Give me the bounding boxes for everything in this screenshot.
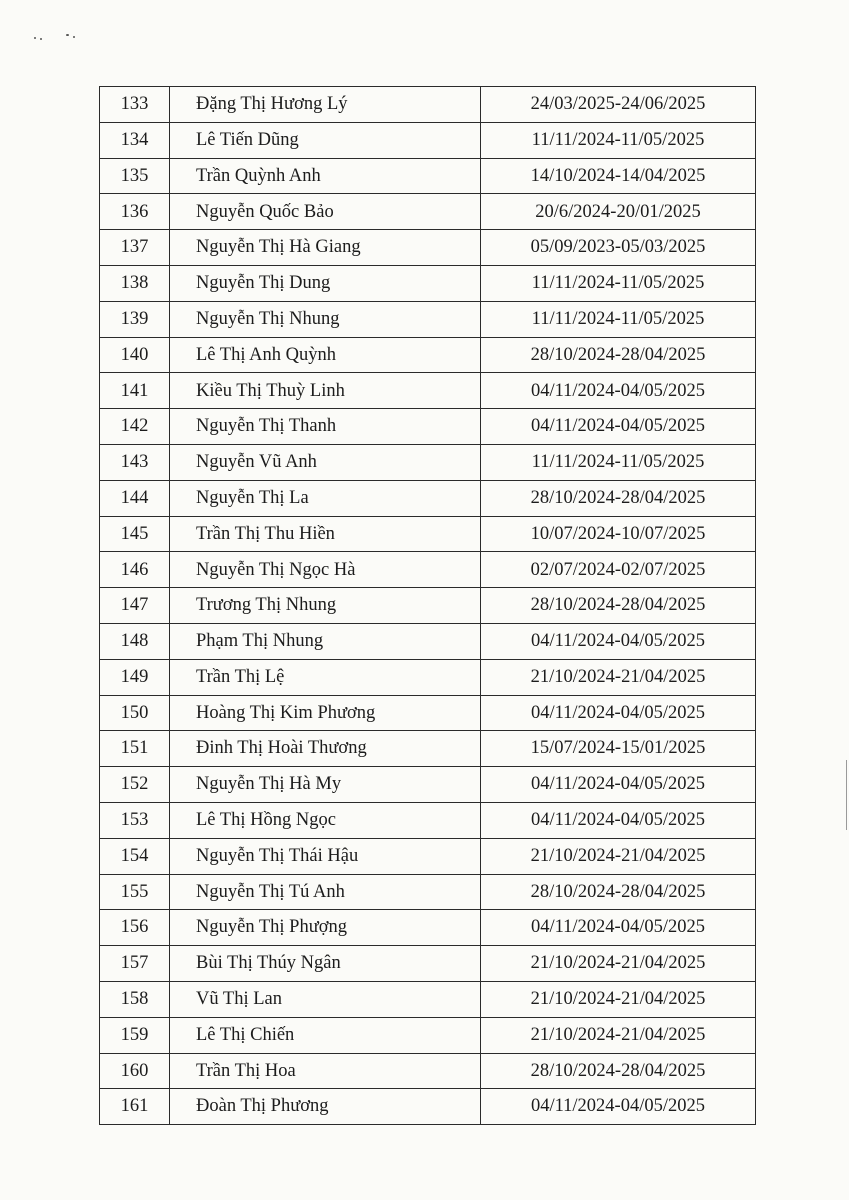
row-number: 156 [100,910,170,946]
table-row [100,516,756,552]
person-name: Lê Thị Chiến [170,1017,481,1053]
date-period: 04/11/2024-04/05/2025 [481,409,756,445]
date-period: 04/11/2024-04/05/2025 [481,1089,756,1125]
person-name: Hoàng Thị Kim Phương [170,695,481,731]
row-number: 135 [100,158,170,194]
row-number: 143 [100,444,170,480]
row-number: 147 [100,588,170,624]
person-name: Vũ Thị Lan [170,981,481,1017]
table-row [100,480,756,516]
row-number: 134 [100,122,170,158]
person-name: Đặng Thị Hương Lý [170,87,481,123]
date-period: 05/09/2023-05/03/2025 [481,230,756,266]
table-body [100,87,756,1125]
date-period: 28/10/2024-28/04/2025 [481,588,756,624]
table-row [100,623,756,659]
table-row [100,337,756,373]
person-name: Nguyễn Thị Phượng [170,910,481,946]
person-name: Nguyễn Thị Hà Giang [170,230,481,266]
scan-line [846,760,847,830]
table-row [100,946,756,982]
table-row [100,230,756,266]
table-row [100,409,756,445]
person-name: Phạm Thị Nhung [170,623,481,659]
person-name: Nguyễn Thị Dung [170,265,481,301]
table-row [100,802,756,838]
row-number: 146 [100,552,170,588]
table-row [100,122,756,158]
row-number: 159 [100,1017,170,1053]
row-number: 137 [100,230,170,266]
person-name: Đoàn Thị Phương [170,1089,481,1125]
table-row [100,767,756,803]
row-number: 153 [100,802,170,838]
row-number: 144 [100,480,170,516]
date-period: 24/03/2025-24/06/2025 [481,87,756,123]
date-period: 21/10/2024-21/04/2025 [481,838,756,874]
row-number: 158 [100,981,170,1017]
row-number: 154 [100,838,170,874]
date-period: 21/10/2024-21/04/2025 [481,659,756,695]
table-row [100,1053,756,1089]
table-row [100,373,756,409]
personnel-table [99,86,756,1125]
row-number: 142 [100,409,170,445]
person-name: Nguyễn Thị Ngọc Hà [170,552,481,588]
row-number: 152 [100,767,170,803]
date-period: 21/10/2024-21/04/2025 [481,946,756,982]
person-name: Trần Quỳnh Anh [170,158,481,194]
row-number: 161 [100,1089,170,1125]
table-row [100,552,756,588]
person-name: Lê Thị Anh Quỳnh [170,337,481,373]
table-row [100,981,756,1017]
person-name: Nguyễn Thị Tú Anh [170,874,481,910]
row-number: 148 [100,623,170,659]
table-row [100,910,756,946]
person-name: Kiều Thị Thuỳ Linh [170,373,481,409]
date-period: 02/07/2024-02/07/2025 [481,552,756,588]
date-period: 20/6/2024-20/01/2025 [481,194,756,230]
table-row [100,874,756,910]
row-number: 149 [100,659,170,695]
person-name: Nguyễn Thị Nhung [170,301,481,337]
person-name: Trần Thị Lệ [170,659,481,695]
date-period: 28/10/2024-28/04/2025 [481,874,756,910]
person-name: Đinh Thị Hoài Thương [170,731,481,767]
row-number: 133 [100,87,170,123]
date-period: 21/10/2024-21/04/2025 [481,981,756,1017]
date-period: 10/07/2024-10/07/2025 [481,516,756,552]
date-period: 28/10/2024-28/04/2025 [481,480,756,516]
person-name: Lê Thị Hồng Ngọc [170,802,481,838]
date-period: 04/11/2024-04/05/2025 [481,767,756,803]
row-number: 138 [100,265,170,301]
person-name: Nguyễn Vũ Anh [170,444,481,480]
date-period: 11/11/2024-11/05/2025 [481,265,756,301]
person-name: Trương Thị Nhung [170,588,481,624]
date-period: 04/11/2024-04/05/2025 [481,373,756,409]
scan-speck-2 [40,38,42,40]
row-number: 136 [100,194,170,230]
person-name: Trần Thị Thu Hiền [170,516,481,552]
table-row [100,301,756,337]
table-row [100,695,756,731]
scan-speck-3 [66,34,69,36]
table-row [100,194,756,230]
row-number: 140 [100,337,170,373]
table-row [100,588,756,624]
date-period: 21/10/2024-21/04/2025 [481,1017,756,1053]
row-number: 145 [100,516,170,552]
date-period: 28/10/2024-28/04/2025 [481,337,756,373]
row-number: 151 [100,731,170,767]
person-name: Nguyễn Thị Thái Hậu [170,838,481,874]
table-row [100,87,756,123]
date-period: 11/11/2024-11/05/2025 [481,122,756,158]
date-period: 11/11/2024-11/05/2025 [481,301,756,337]
person-name: Nguyễn Thị La [170,480,481,516]
scan-speck-1 [34,37,36,39]
person-name: Trần Thị Hoa [170,1053,481,1089]
table-row [100,659,756,695]
table-row [100,1089,756,1125]
row-number: 141 [100,373,170,409]
date-period: 11/11/2024-11/05/2025 [481,444,756,480]
person-name: Bùi Thị Thúy Ngân [170,946,481,982]
table-row [100,838,756,874]
person-name: Nguyễn Quốc Bảo [170,194,481,230]
row-number: 150 [100,695,170,731]
date-period: 04/11/2024-04/05/2025 [481,802,756,838]
row-number: 157 [100,946,170,982]
person-name: Nguyễn Thị Hà My [170,767,481,803]
date-period: 15/07/2024-15/01/2025 [481,731,756,767]
date-period: 14/10/2024-14/04/2025 [481,158,756,194]
date-period: 04/11/2024-04/05/2025 [481,695,756,731]
table-row [100,158,756,194]
person-name: Nguyễn Thị Thanh [170,409,481,445]
row-number: 160 [100,1053,170,1089]
date-period: 04/11/2024-04/05/2025 [481,623,756,659]
date-period: 28/10/2024-28/04/2025 [481,1053,756,1089]
table-row [100,265,756,301]
row-number: 155 [100,874,170,910]
scan-speck-4 [73,36,75,38]
row-number: 139 [100,301,170,337]
table-row [100,731,756,767]
table-row [100,1017,756,1053]
date-period: 04/11/2024-04/05/2025 [481,910,756,946]
table-row [100,444,756,480]
person-name: Lê Tiến Dũng [170,122,481,158]
